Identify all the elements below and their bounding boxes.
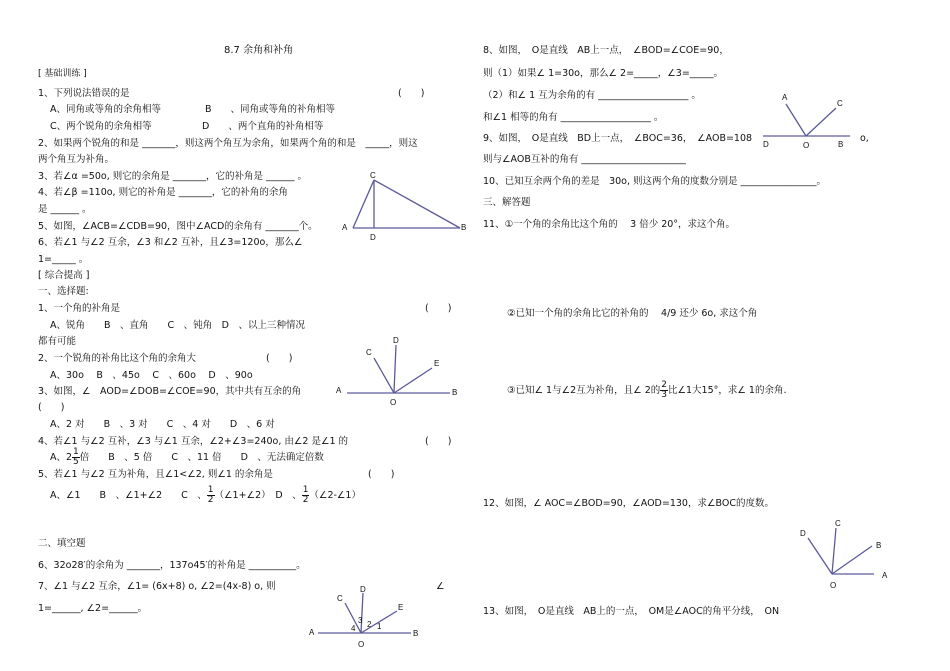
q1-option-d: D 、两个直角的补角相等 [202, 121, 324, 132]
f6-text: 6、32o28′的余角为 _______，137o45′的补角是 __________。 [38, 560, 306, 571]
section-answer-title: 三、解答题 [483, 197, 531, 208]
c1-answer-paren: ( ) [425, 303, 452, 314]
q11-frac-num: 2 [661, 380, 667, 390]
c1-text: 1、一个角的补角是 [38, 303, 121, 314]
fig-label-o: O [830, 581, 837, 590]
fig-label-c: C [366, 348, 372, 357]
section-fill-title: 二、填空题 [38, 538, 86, 549]
q4-line2: 是 ______ 。 [38, 204, 92, 215]
q5-text: 5、如图，∠ACB=∠CDB=90，图中∠ACD的余角有 _______个。 [38, 221, 318, 232]
fig-label-o: O [390, 398, 397, 407]
fig-line-oa [786, 104, 806, 136]
fig-label-d: D [763, 140, 769, 149]
figure-c3-angles [332, 333, 462, 411]
figure-q9-angles [760, 92, 860, 150]
fig-line-od [394, 345, 396, 393]
c4-frac-num: 1 [73, 447, 79, 457]
c5-frac1-den: 2 [207, 495, 214, 505]
c2-options: A、30o B 、45o C 、60o D 、90o [50, 370, 253, 381]
fig-label-d: D [370, 233, 376, 242]
q8-text: 8、如图， O是直线 AB上一点， ∠BOD=∠COE=90， [483, 45, 729, 56]
q2-line2: 两个角互为补角。 [38, 154, 115, 165]
fig-line-oc [806, 108, 836, 136]
q8-part1: 则（1）如果∠ 1=30o，那么∠ 2=_____，∠3=_____。 [483, 68, 724, 79]
fig-angle-2: 2 [367, 620, 372, 629]
q13-text: 13、如图， O是直线 AB上的一点， OM是∠AOC的角平分线， ON [483, 606, 780, 617]
fig-label-o: O [803, 141, 810, 150]
fig-label-a: A [782, 93, 788, 102]
q11-part3-suffix: 比∠1大15°，求∠ 1的余角. [667, 385, 787, 396]
q1-answer-paren: ( ) [398, 88, 425, 99]
fig-label-e: E [398, 603, 404, 612]
comprehensive-tag: [ 综合提高 ] [38, 270, 90, 281]
fig-line-ac [353, 180, 374, 228]
c2-answer-paren: ( ) [266, 353, 293, 364]
c5-opt-post: （∠2-∠1） [309, 490, 361, 501]
fig-line-ob [832, 546, 872, 574]
figure-triangle-acb [340, 170, 470, 240]
fig-label-a: A [336, 386, 342, 395]
c3-text: 3、如图，∠ AOD=∠DOB=∠COE=90，其中共有互余的角 [38, 386, 302, 397]
fig-label-a: A [309, 628, 315, 637]
fig-label-d: D [800, 529, 806, 538]
fig-line-oe [394, 368, 432, 393]
q1-text: 1、下列说法错误的是 [38, 88, 130, 99]
c3-options: A、2 对 B 、3 对 C 、4 对 D 、6 对 [50, 419, 275, 430]
c1-options-line2: 都有可能 [38, 336, 77, 347]
f7-line1: 7、∠1 与∠2 互余，∠1= (6x+8) o, ∠2=(4x-8) o, 则 [38, 581, 276, 592]
c4-fraction [72, 448, 80, 467]
f7-angle-symbol: ∠ [436, 581, 445, 592]
page-title: 8.7 余角和补角 [224, 45, 294, 56]
fig-label-d: D [393, 336, 399, 345]
q1-option-c: C、两个锐角的余角相等 [50, 121, 152, 132]
c5-options [50, 485, 361, 507]
c4-option-a-prefix: A、2 [50, 452, 73, 463]
f7-line2: 1=______, ∠2=______。 [38, 603, 148, 614]
fig-line-oc [374, 358, 394, 393]
q6-line1: 6、若∠1 与∠2 互余，∠3 和∠2 互补，且∠3=120o，那么∠ [38, 237, 303, 248]
q4-line1: 4、若∠β =110o, 则它的补角是 _______，它的补角的余角 [38, 187, 288, 198]
fig-label-a: A [342, 223, 348, 232]
q11-part3 [507, 380, 786, 402]
fig-label-b: B [876, 541, 882, 550]
c4-text: 4、若∠1 与∠2 互补，∠3 与∠1 互余，∠2+∠3=240o, 由∠2 是∠1 的 [38, 436, 349, 447]
q9-line2: 则与∠AOB互补的角有 ______________________ [483, 154, 686, 165]
c3-answer-paren: ( ) [38, 402, 65, 413]
q9-degree-suffix: o, [860, 133, 869, 144]
fig-label-b: B [413, 629, 419, 638]
q8-part3: 和∠1 相等的角有 ___________________ 。 [483, 112, 664, 123]
section-choice-title: 一、选择题: [38, 286, 89, 297]
fig-line-cb [374, 180, 460, 228]
fig-label-o: O [358, 640, 365, 649]
fig-label-c: C [837, 99, 843, 108]
q11-part1: 11、①一个角的余角比这个角的 3 倍少 20°，求这个角。 [483, 219, 736, 230]
c4-options [50, 448, 324, 468]
q6-line2: 1=_____ 。 [38, 254, 89, 265]
c5-answer-paren: ( ) [368, 469, 395, 480]
fig-label-c: C [337, 594, 343, 603]
fig-angle-3: 3 [358, 616, 363, 625]
q1-option-b: B 、同角或等角的补角相等 [205, 104, 336, 115]
figure-f7-angles [305, 583, 425, 653]
fig-line-oc [832, 528, 836, 574]
c4-frac-den: 5 [73, 457, 79, 467]
q2-line1: 2、如果两个锐角的和是 _______，则这两个角互为余角，如果两个角的和是 _____，则这 [38, 138, 418, 149]
c5-frac2-num: 1 [302, 485, 309, 495]
fig-label-a: A [882, 571, 888, 580]
q8-part2: （2）和∠ 1 互为余角的有 ___________________ 。 [483, 90, 701, 101]
c5-text: 5、若∠1 与∠2 互为补角，且∠1<∠2, 则∠1 的余角是 [38, 469, 273, 480]
fig-label-c: C [370, 171, 376, 180]
figure-q12-angles [796, 518, 896, 594]
fig-label-d: D [360, 585, 366, 594]
q1-option-a: A、同角或等角的余角相等 [50, 104, 161, 115]
fig-label-c: C [835, 519, 841, 528]
c4-answer-paren: ( ) [425, 436, 452, 447]
c4-option-rest: 倍 B 、5 倍 C 、11 倍 D 、无法确定倍数 [79, 452, 324, 463]
q11-frac-den: 3 [661, 390, 667, 400]
q11-fraction [660, 381, 668, 400]
c2-text: 2、一个锐角的补角比这个角的余角大 [38, 353, 197, 364]
fig-label-b: B [452, 388, 458, 397]
c1-options-line1: A、锐角 B 、直角 C 、钝角 D 、以上三种情况 [50, 320, 305, 331]
fig-angle-1: 1 [377, 622, 382, 631]
fig-angle-4: 4 [351, 624, 356, 633]
q12-text: 12、如图，∠ AOC=∠BOD=90，∠AOD=130，求∠BOC的度数。 [483, 498, 774, 509]
fig-label-b: B [461, 223, 467, 232]
c5-frac1-num: 1 [207, 485, 214, 495]
fig-line-od [361, 593, 363, 633]
q3-text: 3、若∠α =50o, 则它的余角是 _______，它的补角是 ______ 。 [38, 171, 308, 182]
q9-line1: 9、如图， O是直线 BD上一点， ∠BOC=36， ∠AOB=108 [483, 133, 753, 144]
fig-label-e: E [434, 359, 440, 368]
c5-opt-prefix: A、∠1 B 、∠1+∠2 C 、 [50, 490, 207, 501]
fig-line-od [808, 538, 832, 574]
c5-fraction-1 [207, 486, 215, 505]
q10-text: 10、已知互余两个角的差是 30o, 则这两个角的度数分别是 ________________。 [483, 176, 827, 187]
c5-opt-mid: （∠1+∠2） D 、 [214, 490, 302, 501]
fig-label-b: B [838, 140, 844, 149]
c5-frac2-den: 2 [302, 495, 309, 505]
basic-training-tag: [ 基础训练 ] [38, 69, 87, 79]
q11-part2: ②已知一个角的余角比它的补角的 4/9 还少 6o, 求这个角 [507, 308, 758, 319]
q11-part3-prefix: ③已知∠ 1与∠2互为补角，且∠ 2的 [507, 385, 661, 396]
